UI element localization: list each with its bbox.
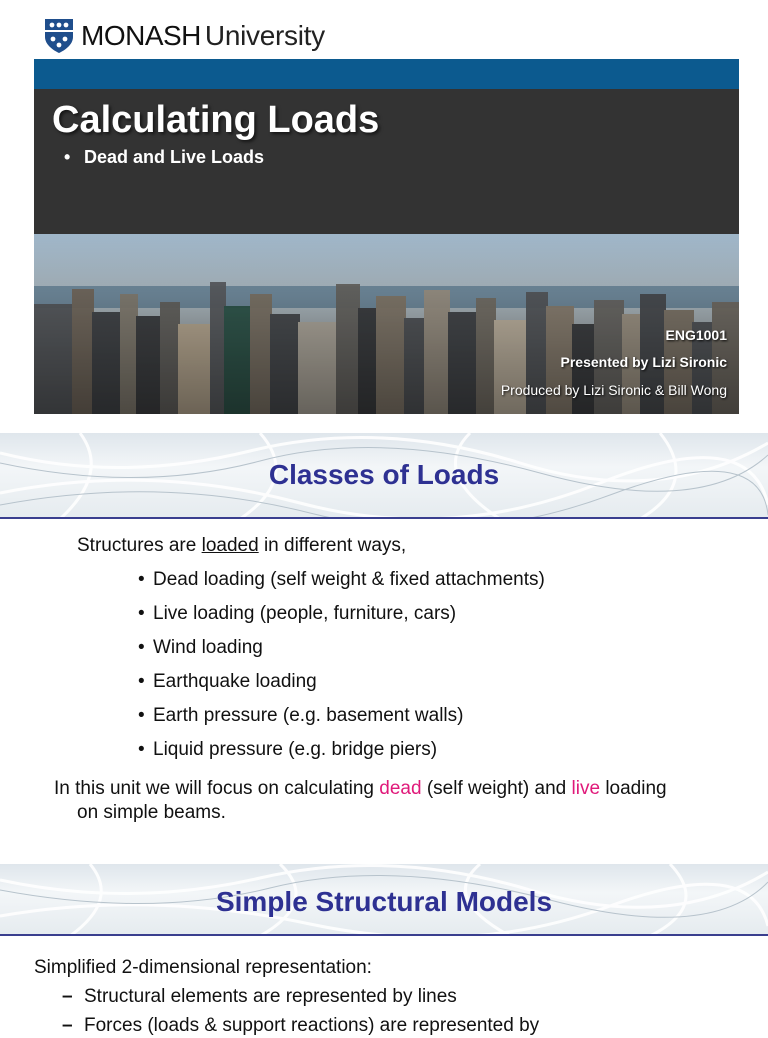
bullet-icon: •	[138, 603, 145, 624]
models-item-text: Structural elements are represented by lines	[84, 986, 457, 1007]
subtitle-bullet: •	[64, 147, 71, 167]
header-band	[34, 59, 739, 89]
slide-title: Calculating Loads	[52, 99, 380, 141]
models-item-text: Forces (loads & support reactions) are represented by	[84, 1015, 540, 1036]
bullet-icon: •	[138, 637, 145, 658]
header-rule	[0, 934, 768, 936]
list-item-text: Liquid pressure (e.g. bridge piers)	[153, 739, 438, 760]
loaded-link[interactable]: loaded	[201, 535, 259, 556]
list-item	[138, 568, 545, 602]
live-highlight: live	[571, 778, 601, 799]
intro-text: Structures are	[77, 535, 202, 556]
monash-logo	[43, 16, 325, 56]
bullet-icon: •	[138, 739, 145, 760]
list-item	[138, 636, 545, 670]
slide-header-models	[0, 864, 768, 936]
bullet-icon: •	[138, 705, 145, 726]
monash-crest-icon	[43, 17, 75, 55]
logo-suffix: University	[204, 20, 325, 51]
slide-heading: Classes of Loads	[268, 459, 500, 490]
focus-text: loading	[600, 778, 667, 799]
logo-brand: MONASH	[81, 20, 201, 51]
list-item-text: Earth pressure (e.g. basement walls)	[153, 705, 464, 726]
bullet-icon: •	[138, 671, 145, 692]
slide-heading: Simple Structural Models	[215, 886, 553, 917]
bullet-icon: •	[138, 569, 145, 590]
unit-code: ENG1001	[665, 327, 727, 343]
list-item-text: Wind loading	[153, 637, 263, 658]
list-item-text: Live loading (people, furniture, cars)	[153, 603, 457, 624]
dash-icon: –	[62, 986, 73, 1007]
list-item	[138, 738, 545, 772]
list-item	[138, 670, 545, 704]
models-intro: Simplified 2-dimensional representation:	[34, 957, 372, 978]
list-item	[138, 704, 545, 738]
dead-highlight: dead	[379, 778, 422, 799]
load-types-list	[138, 568, 545, 772]
presenter-credit: Presented by Lizi Sironic	[560, 354, 727, 370]
city-skyline-photo	[34, 234, 739, 414]
focus-text: (self weight) and	[421, 778, 572, 799]
slide-header-classes	[0, 433, 768, 519]
producer-credit: Produced by Lizi Sironic & Bill Wong	[500, 382, 727, 398]
list-item	[138, 602, 545, 636]
intro-text-end: in different ways,	[258, 535, 407, 556]
slide-subtitle	[64, 147, 264, 168]
subtitle-text: Dead and Live Loads	[84, 147, 265, 167]
models-item	[62, 1014, 539, 1038]
intro-line	[77, 534, 406, 558]
list-item-text: Dead loading (self weight & fixed attachments)	[153, 569, 545, 590]
header-rule	[0, 517, 768, 519]
title-panel	[34, 89, 739, 234]
focus-text-line2: on simple beams.	[77, 802, 226, 823]
focus-paragraph	[54, 777, 744, 825]
title-slide	[0, 0, 768, 428]
dash-icon: –	[62, 1015, 73, 1036]
list-item-text: Earthquake loading	[153, 671, 317, 692]
focus-text: In this unit we will focus on calculating	[54, 778, 380, 799]
models-item	[62, 985, 457, 1009]
